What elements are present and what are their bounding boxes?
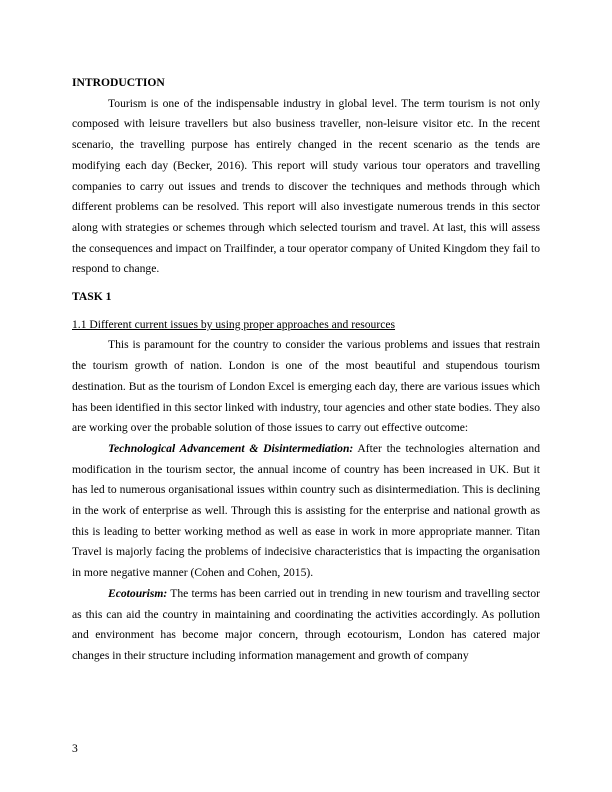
spacer bbox=[72, 280, 540, 287]
technological-advancement-lead: Technological Advancement & Disintermediation: bbox=[108, 441, 354, 455]
task1-heading: TASK 1 bbox=[72, 290, 112, 304]
ecotourism-lead: Ecotourism: bbox=[108, 586, 168, 600]
subheading-text: 1.1 Different current issues by using proper approaches and resources bbox=[72, 317, 396, 331]
introduction-paragraph: Tourism is one of the indispensable industry in global level. The term tourism is not only composed with leisure travellers but also business traveller, non-leisure visitor etc. In the recent scenario, the travelling purpose has entirely changed in the recent scenario as the tends are modifying each day (Becker, 2016). This report will study various tour operators and travelling companies to carry out issues and trends to discover the techniques and methods through which different problems can be resolved. This report will also investigate numerous trends in this sector along with strategies or schemes through which selected tourism and travel. At last, this will assess the consequences and impact on Trailfinder, a tour operator company of United Kingdom they fail to respond to change. bbox=[72, 96, 540, 276]
ecotourism-paragraph bbox=[72, 584, 540, 667]
page-number: 3 bbox=[72, 742, 78, 755]
introduction-heading: INTRODUCTION bbox=[72, 76, 165, 89]
section-1-1-subheading bbox=[72, 315, 540, 336]
technological-advancement-text: After the technologies alternation and modification in the tourism sector, the annual income of country has been increased in UK. But it has led to numerous organisational issues within country such as disintermediation. This is declining in the work of enterprise as well. Through this is assisting for the enterprise and national growth as this is leading to better working method as well as ease in work in more appropriate manner. Titan Travel is majorly facing the problems of indecisive characteristics that is impacting the organisation in more negative manner (Cohen and Cohen, 2015). bbox=[72, 441, 540, 580]
page-body bbox=[72, 73, 540, 667]
ecotourism-text: The terms has been carried out in trending in new tourism and travelling sector as this can aid the country in maintaining and coordinating the activities accordingly. As pollution and environment has become major concern, through ecotourism, London has catered major changes in their structure including information management and growth of company bbox=[72, 586, 540, 662]
technological-advancement-paragraph bbox=[72, 439, 540, 584]
spacer bbox=[72, 308, 540, 315]
task1-intro-paragraph: This is paramount for the country to consider the various problems and issues that restrain the tourism growth of nation. London is one of the most beautiful and stupendous tourism destination. But as the tourism of London Excel is emerging each day, there are various issues which has been identified in this sector linked with industry, tour agencies and other state bodies. They also are working over the probable solution of those issues to carry out effective outcome: bbox=[72, 338, 540, 435]
